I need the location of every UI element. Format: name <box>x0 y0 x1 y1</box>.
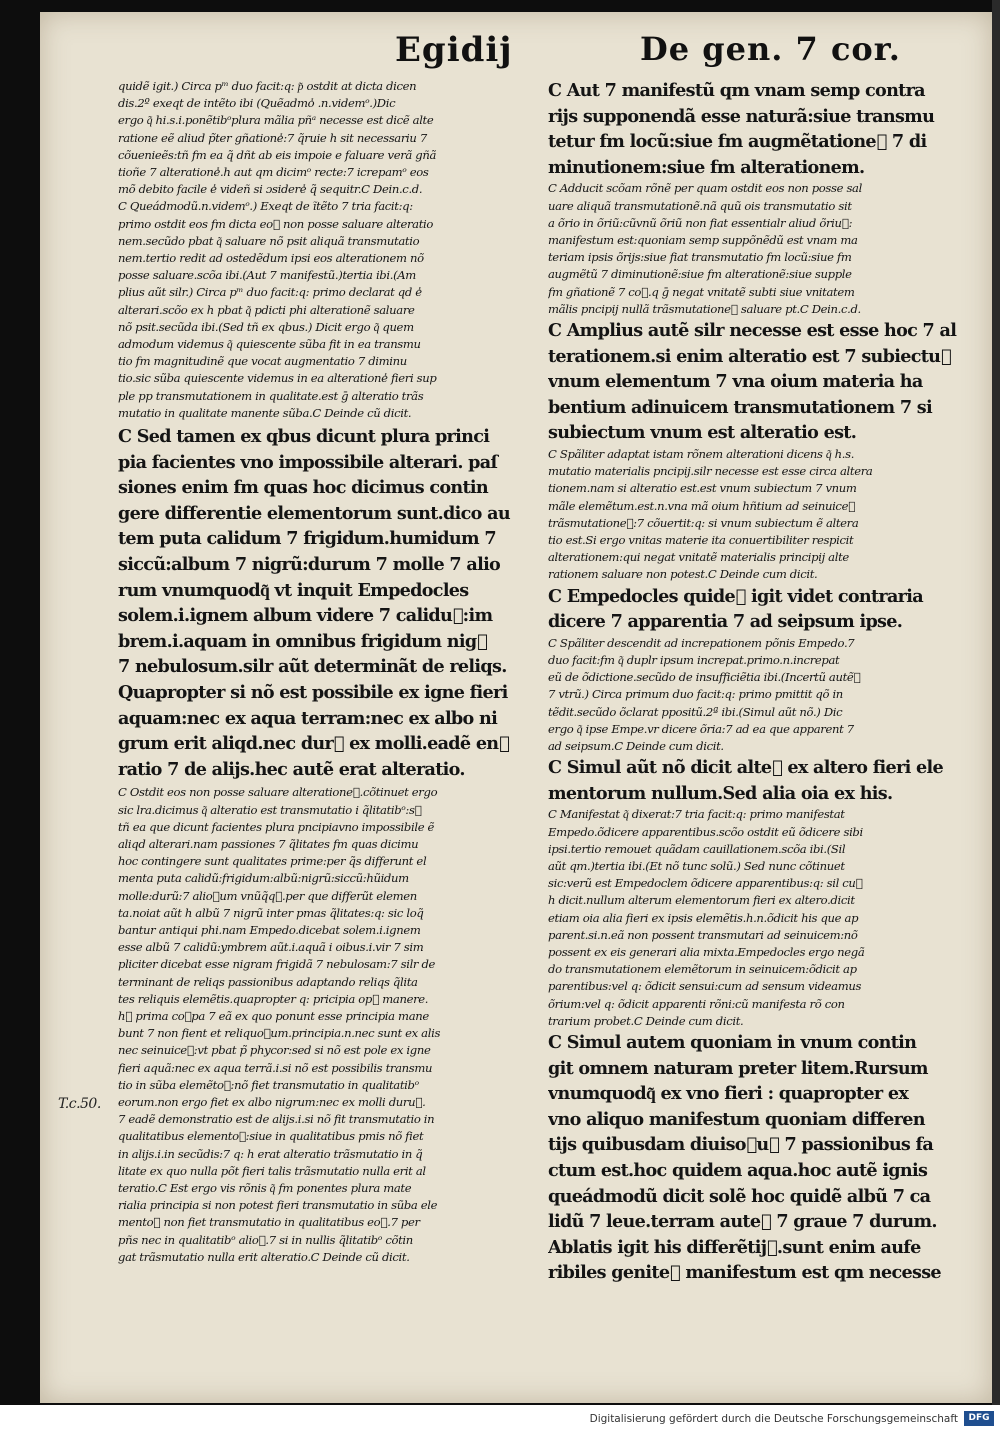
commentary-line: do transmutationem elemẽtorum in seinuicem:õdicit ap <box>548 962 857 977</box>
commentary-line: C Manifestat q͂ dixerat:7 tria facit:q: primo manifestat <box>548 807 845 822</box>
commentary-line: terminant de reliqs passionibus adaptando reliqs q̃lita <box>118 974 418 989</box>
text-line-bold: C Simul autem quoniam in vnum contin <box>548 1032 917 1054</box>
commentary-line: bunt 7 non fient et reliquo᷑um.principia.n.nec sunt ex alis <box>118 1026 441 1041</box>
commentary-line: bantur antiqui phi.nam Empedo.dicebat solem.i.ignem <box>118 923 421 937</box>
text-line-bold: siones enim fm quas hoc dicimus contin <box>118 477 489 499</box>
commentary-line: trarium probet.C Deinde cum dicit. <box>548 1013 744 1028</box>
commentary-line: h᷑ prima co᷑pa 7 eã ex quo ponunt esse principia mane <box>118 1009 429 1024</box>
commentary-line: mutatio in qualitate manente sũba.C Deinde cũ dicit. <box>118 405 412 420</box>
text-line-bold: vnum elementum 7 vna oium materia ha <box>548 371 923 393</box>
commentary-line: C Adducit scõam rõnẽ per quam ostdit eos non posse sal <box>548 181 862 196</box>
commentary-line: parent.si.n.eã non possent transmutari ad seinuicem:nõ <box>548 927 858 942</box>
commentary-line: etiam oia alia fieri ex ipsis elemẽtis.h.n.õdicit his que ap <box>548 910 859 925</box>
commentary-line: dis.2º exeqt de intẽto ibi (Quẽadmo̾ .n.videmᵒ.)Dic <box>118 96 396 111</box>
right-text-column <box>548 78 958 1286</box>
text-line-bold: bentium adinuicem transmutationem 7 si <box>548 396 932 418</box>
commentary-line: pñs nec in qualitatibᵒ alio᷑.7 si in nullis q̃litatibᵒ cõtin <box>118 1232 413 1247</box>
text-line-bold: C Amplius autẽ silr necesse est esse hoc 7 al <box>548 320 957 341</box>
commentary-line: possent ex eis generari alia mixta.Empedocles ergo negã <box>548 945 865 960</box>
text-line-bold: C Aut 7 manifestũ qm vnam semp contra <box>548 80 925 101</box>
text-line-bold: Quapropter si nõ est possibile ex igne fieri <box>118 682 508 703</box>
commentary-line: fm gñationẽ 7 co᷑.q ḡ negat vnitatẽ subti siue vnitatem <box>548 284 855 299</box>
commentary-line: Empedo.õdicere apparentibus.scõo ostdit eũ õdicere sibi <box>548 824 863 839</box>
text-line-bold: gere differentie elementorum sunt.dico au <box>118 502 510 524</box>
commentary-line: fieri aquã:nec ex aqua terrã.i.si nõ est possibilis transmu <box>118 1060 433 1075</box>
commentary-line: nec seinuice᷑:vt pbat p̃ phycor:sed si nõ est pole ex igne <box>118 1043 431 1058</box>
text-line-bold: brem.i.aquam in omnibus frigidum nig᷑ <box>118 630 487 652</box>
commentary-line: eũ de õdictione.secũdo de insufficiẽtia ibi.(Incertũ autẽ᷑ <box>548 670 861 685</box>
commentary-line: mento᷑ non fiet transmutatio in qualitatibus eo᷑.7 per <box>118 1215 420 1230</box>
commentary-line: nem.secũdo pbat q͂ saluare nõ psit aliquã transmutatio <box>118 233 420 248</box>
text-line-bold: aquam:nec ex aqua terram:nec ex albo ni <box>118 707 498 729</box>
commentary-line: hoc contingere sunt qualitates prime:per q̃s differunt el <box>118 854 427 869</box>
commentary-line: C Queádmodũ.n.videmᵒ.) Exeqt de ĩtẽto 7 tria facit:q: <box>118 199 413 214</box>
commentary-line: nem.tertio redit ad ostedẽdum ipsi eos alterationem nõ <box>118 251 424 266</box>
commentary-line: duo facit:fm q͂ duplr ipsum increpat.primo.n.increpat <box>548 652 840 667</box>
commentary-line: sic:verũ est Empedoclem õdicere apparentibus:q: sil cu᷑ <box>548 876 863 891</box>
commentary-line: augmẽtũ 7 diminutionẽ:siue fm alterationẽ:siue supple <box>548 267 852 282</box>
text-line-bold: minutionem:siue fm alterationem. <box>548 156 865 178</box>
text-line-bold: ctum est.hoc quidem aqua.hoc autẽ ignis <box>548 1160 928 1181</box>
commentary-line: ad seipsum.C Deinde cum dicit. <box>548 739 724 753</box>
commentary-line: ta.noiat aũt h albũ 7 nigrũ inter pmas q̃litates:q: sic loq̃ <box>118 905 424 920</box>
commentary-line: ergo q͂ hi.s.i.ponẽtibᵒplura mãlia pñᵃ necesse est dicẽ alte <box>118 113 434 128</box>
commentary-line: aliqd alterari.nam passiones 7 q̃litates fm quas dicimu <box>118 836 419 851</box>
commentary-line: tioñe 7 alteratione̾.h aut qm dicimᵒ recte:7 icrepamᵒ eos <box>118 165 429 180</box>
commentary-line: 7 vtrũ.) Circa primum duo facit:q: primo pmittit qõ in <box>548 687 843 702</box>
commentary-line: quidẽ igit.) Circa pᵐ duo facit:q: p͂ ostdit at dicta dicen <box>118 79 417 93</box>
text-line-bold: tetur fm locũ:siue fm augmẽtatione᷑ 7 di <box>548 131 927 153</box>
text-line-bold: solem.i.ignem album videre 7 calidu᷑:im <box>118 605 493 627</box>
left-text-column <box>118 78 533 1266</box>
commentary-line: mõ debito facile e̾ videñ si ɔsidere̾ q̃ sequitr.C Dein.c.d. <box>118 182 423 197</box>
commentary-line: manifestum est:quoniam semp suppõnẽdũ est vnam ma <box>548 232 858 247</box>
running-head-left: Egidij <box>395 30 513 70</box>
text-line-bold: siccũ:album 7 nigrũ:durum 7 molle 7 alio <box>118 554 501 576</box>
text-line-bold: rijs supponendã esse naturã:siue transmu <box>548 105 935 127</box>
commentary-line: alterari.scõo ex h pbat q͂ pdicti phi alterationẽ saluare <box>118 302 415 317</box>
commentary-line: tio est.Si ergo vnitas materie ita conuertibiliter respicit <box>548 532 854 547</box>
commentary-line: tio in sũba elemẽto᷑:nõ fiet transmutatio in qualitatibᵒ <box>118 1077 419 1092</box>
text-line-bold: Ablatis igit his differẽtij᷑.sunt enim aufe <box>548 1236 921 1258</box>
commentary-line: tẽdit.secũdo õclarat ppositũ.2ª ibi.(Simul aũt nõ.) Dic <box>548 704 843 719</box>
running-head-right: De gen. 7 cor. <box>640 30 901 68</box>
commentary-line: uare aliquã transmutationẽ.nã quũ ois transmutatio sit <box>548 198 852 213</box>
text-line-bold: git omnem naturam preter litem.Rursum <box>548 1057 928 1079</box>
book-edge <box>992 0 1000 1405</box>
funding-credit: Digitalisierung gefördert durch die Deutsche Forschungsgemeinschaft <box>589 1413 958 1425</box>
commentary-line: primo ostdit eos fm dicta eo᷑ non posse saluare alteratio <box>118 216 434 231</box>
commentary-line: pliciter dicebat esse nigram frigidã 7 nebulosam:7 silr de <box>118 957 436 972</box>
text-line-bold: C Empedocles quide᷑ igit videt contraria <box>548 585 923 607</box>
text-line-bold: tijs quibusdam diuiso᷑u᷑ 7 passionibus fa <box>548 1134 934 1156</box>
commentary-line: qualitatibus elemento᷑:siue in qualitatibus pmis nõ fiet <box>118 1129 424 1144</box>
text-line-bold: mentorum nullum.Sed alia oia ex his. <box>548 782 893 804</box>
text-line-bold: ribiles genite᷑ manifestum est qm necesse <box>548 1262 941 1284</box>
commentary-line: rationem saluare non potest.C Deinde cum dicit. <box>548 567 818 582</box>
commentary-line: admodum videmus q͂ quiescente sũba fit in ea transmu <box>118 337 421 352</box>
commentary-line: tñ ea que dicunt facientes plura pncipiavno impossibile ẽ <box>118 819 435 834</box>
commentary-line: rialia principia si non potest fieri transmutatio in sũba ele <box>118 1198 438 1213</box>
commentary-line: mutatio materialis pncipij.silr necesse est esse circa altera <box>548 464 873 479</box>
commentary-line: plius aũt silr.) Circa pᵐ duo facit:q: primo declarat qd e̾ <box>118 285 422 300</box>
commentary-line: teriam ipsis õrijs:siue fiat transmutatio fm locũ:siue fm <box>548 250 852 265</box>
commentary-line: a õrio in õriũ:cũvnũ õriũ non fiat essentialr aliud õriu᷑: <box>548 215 853 230</box>
commentary-line: ple pp transmutationem in qualitate.est ḡ alteratio trãs <box>118 388 424 403</box>
commentary-line: posse saluare.scõa ibi.(Aut 7 manifestũ.)tertia ibi.(Am <box>118 268 416 283</box>
text-line-bold: ratio 7 de alijs.hec autẽ erat alteratio. <box>118 758 465 780</box>
text-line-bold: vno aliquo manifestum quoniam differen <box>548 1108 925 1130</box>
commentary-line: aũt qm.)tertia ibi.(Et nõ tunc solũ.) Sed nunc cõtinuet <box>548 859 845 873</box>
commentary-line: gat trãsmutatio nulla erit alteratio.C Deinde cũ dicit. <box>118 1249 410 1264</box>
text-line-bold: 7 nebulosum.silr aũt determinãt de reliqs. <box>118 656 507 678</box>
commentary-line: ratione eẽ aliud p̃ter gñatione̾:7 q̃ruie h sit necessariu 7 <box>118 130 427 145</box>
commentary-line: eorum.non ergo fiet ex albo nigrum:nec ex molli duru᷑. <box>118 1095 426 1110</box>
text-line-bold: queádmodũ dicit solẽ hoc quidẽ albũ 7 ca <box>548 1185 931 1207</box>
commentary-line: õrium:vel q: õdicit apparenti rõni:cũ manifesta rõ con <box>548 996 845 1011</box>
text-line-bold: terationem.si enim alteratio est 7 subiectu᷑ <box>548 345 951 367</box>
commentary-line: alterationem:qui negat vnitatẽ materialis principij alte <box>548 550 849 565</box>
commentary-line: parentibus:vel q: õdicit sensui:cum ad sensum videamus <box>548 979 862 994</box>
commentary-line: ipsi.tertio remouet quãdam cauillationem.scõa ibi.(Sil <box>548 841 846 856</box>
text-line-bold: tem puta calidum 7 frigidum.humidum 7 <box>118 528 496 550</box>
text-line-bold: pia facientes vno impossibile alterari. paſ <box>118 451 498 473</box>
marginal-note: T.c.50. <box>58 1096 101 1112</box>
commentary-line: teratio.C Est ergo vis rõnis q͂ fm ponentes plura mate <box>118 1181 412 1196</box>
text-line-bold: C Simul aũt nõ dicit alte᷑ ex altero fieri ele <box>548 757 943 779</box>
commentary-line: tio fm magnitudinẽ que vocat augmentatio 7 diminu <box>118 354 407 369</box>
text-line-bold: subiectum vnum est alteratio est. <box>548 422 857 444</box>
footer-bar <box>0 1405 1000 1433</box>
commentary-line: C Spãliter descendit ad increpationem põnis Empedo.7 <box>548 635 855 650</box>
commentary-line: h dicit.nullum alterum elementorum fieri ex altero.dicit <box>548 893 855 908</box>
text-line-bold: C Sed tamen ex qbus dicunt plura princi <box>118 426 490 448</box>
commentary-line: molle:durũ:7 alio᷑um vnũq̃q᷑.per que differũt elemen <box>118 888 417 903</box>
commentary-line: tio.sic sũba quiescente videmus in ea alteratione̾ fieri sup <box>118 371 437 386</box>
commentary-line: tionem.nam si alteratio est.est vnum subiectum 7 vnum <box>548 481 857 496</box>
text-line-bold: grum erit aliqd.nec dur᷑ ex molli.eadẽ en᷑ <box>118 733 509 755</box>
commentary-line: mãle elemẽtum.est.n.vna mã oium hñtium ad seinuice᷑ <box>548 498 856 513</box>
commentary-line: sic lra.dicimus q͂ alteratio est transmutatio i q̃litatibᵒ:s᷑ <box>118 802 422 817</box>
commentary-line: trãsmutatione᷑:7 cõuertit:q: si vnum subiectum ẽ altera <box>548 515 859 530</box>
commentary-line: 7 eadẽ demonstratio est de alijs.i.si nõ fit transmutatio in <box>118 1112 435 1127</box>
commentary-line: C Spãliter adaptat istam rõnem alterationi dicens q͂ h.s. <box>548 446 855 461</box>
text-line-bold: vnumquodq͂ ex vno fieri : quapropter ex <box>548 1083 909 1105</box>
commentary-line: ergo q͂ ipse Empe.vr dicere õria:7 ad ea que apparent 7 <box>548 721 854 736</box>
text-line-bold: dicere 7 apparentia 7 ad seipsum ipse. <box>548 611 903 633</box>
text-line-bold: rum vnumquodq͂ vt inquit Empedocles <box>118 579 469 601</box>
commentary-line: in alijs.i.in secũdis:7 q: h erat alteratio trãsmutatio in q̃ <box>118 1146 423 1161</box>
commentary-line: mãlis pncipij nullã trãsmutatione᷑ saluare pt.C Dein.c.d. <box>548 301 861 316</box>
dfg-logo-icon: DFG <box>964 1411 994 1426</box>
commentary-line: cõuenieẽs:tñ fm ea q̃ dñt ab eis impoie e faluare verã gñã <box>118 147 437 162</box>
commentary-line: litate ex quo nulla põt fieri talis trãsmutatio nulla erit al <box>118 1163 426 1178</box>
commentary-line: tes reliquis elemẽtis.quapropter q: pricipia op᷑ manere. <box>118 991 429 1006</box>
text-line-bold: lidũ 7 leue.terram aute᷑ 7 graue 7 durum. <box>548 1211 937 1233</box>
commentary-line: C Ostdit eos non posse saluare alteratione᷑.cõtinuet ergo <box>118 785 438 800</box>
commentary-line: nõ psit.secũda ibi.(Sed tñ ex qbus.) Dicit ergo q͂ quem <box>118 319 414 334</box>
commentary-line: esse albũ 7 calidũ:ymbrem aũt.i.aquã i oibus.i.vir 7 sim <box>118 940 424 955</box>
commentary-line: menta puta calidũ:frigidum:albũ:nigrũ:siccũ:hũidum <box>118 871 409 886</box>
